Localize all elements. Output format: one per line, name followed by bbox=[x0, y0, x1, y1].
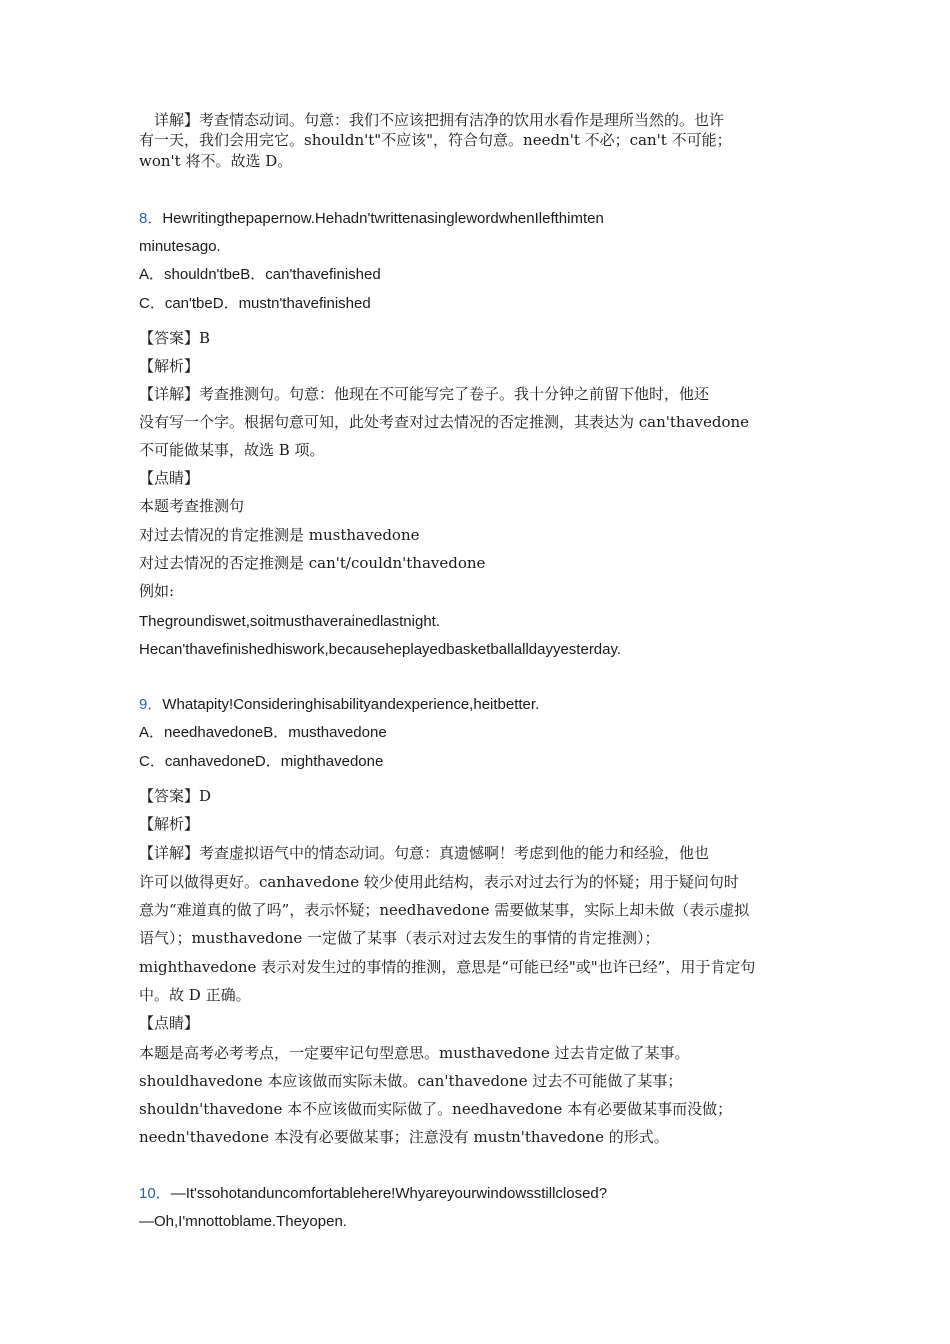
q8-answer: 【答案】B bbox=[139, 329, 211, 347]
q9-tip-line-1: 本题是高考必考考点，一定要牢记句型意思。musthavedone 过去肯定做了某事。 bbox=[139, 1044, 690, 1062]
q9-tip-label: 【点睛】 bbox=[139, 1014, 200, 1032]
q10-stem-line-1 bbox=[139, 1184, 607, 1204]
q9-detail-line-5: mighthavedone 表示对发生过的事情的推测，意思是“可能已经"或"也许已经”，用于肯定句 bbox=[139, 958, 756, 976]
q9-options-line-2: C．canhavedoneD．mighthavedone bbox=[139, 753, 384, 770]
q8-number: 8． bbox=[139, 210, 163, 227]
q8-tip-line-3: 对过去情况的否定推测是 can't/couldn'thavedone bbox=[139, 554, 486, 572]
q9-detail-line-6: 中。故 D 正确。 bbox=[139, 986, 251, 1004]
q8-options-line-1: A．shouldn'tbeB．can'thavefinished bbox=[139, 266, 381, 283]
q9-tip-line-2: shouldhavedone 本应该做而实际未做。can'thavedone 过去不可能做了某事； bbox=[139, 1072, 683, 1090]
q9-detail-line-4: 语气）；musthavedone 一定做了某事（表示对过去发生的事情的肯定推测）； bbox=[139, 929, 660, 947]
q10-stem-line-2: —Oh,I'mnottoblame.Theyopen. bbox=[139, 1213, 347, 1230]
q8-stem-line-1 bbox=[139, 209, 604, 229]
q8-detail-line-3: 不可能做某事，故选 B 项。 bbox=[139, 441, 325, 459]
q9-stem-line-1 bbox=[139, 695, 539, 715]
q9-tip-line-4: needn'thavedone 本没有必要做某事；注意没有 mustn'thavedone 的形式。 bbox=[139, 1128, 669, 1146]
q10-stem-text: —It'ssohotanduncomfortablehere!Whyareyourwindowsstillclosed? bbox=[170, 1185, 608, 1202]
intro-explanation-line-2: 有一天，我们会用完它。shouldn't"不应该"，符合句意。needn't 不必；can't 不可能； bbox=[139, 131, 732, 149]
q8-tip-line-2: 对过去情况的肯定推测是 musthavedone bbox=[139, 526, 420, 544]
q9-detail-line-1: 【详解】考查虚拟语气中的情态动词。句意：真遗憾啊！考虑到他的能力和经验，他也 bbox=[139, 844, 710, 862]
q8-tip-line-4: 例如: bbox=[139, 582, 175, 600]
q9-number: 9． bbox=[139, 696, 163, 713]
q9-detail-line-3: 意为“难道真的做了吗”，表示怀疑；needhavedone 需要做某事，实际上却未做（表示虚拟 bbox=[139, 901, 750, 919]
q8-tip-line-1: 本题考查推测句 bbox=[139, 497, 245, 515]
intro-explanation-line-1: 详解】考查情态动词。句意：我们不应该把拥有洁净的饮用水看作是理所当然的。也许 bbox=[139, 111, 725, 129]
q8-detail-line-2: 没有写一个字。根据句意可知，此处考查对过去情况的否定推测，其表达为 can'thavedone bbox=[139, 413, 750, 431]
intro-explanation-line-3: won't 将不。故选 D。 bbox=[139, 152, 293, 170]
q8-analysis-label: 【解析】 bbox=[139, 357, 200, 375]
q8-detail-line-1: 【详解】考查推测句。句意：他现在不可能写完了卷子。我十分钟之前留下他时，他还 bbox=[139, 385, 710, 403]
q9-tip-line-3: shouldn'thavedone 本不应该做而实际做了。needhavedone 本有必要做某事而没做； bbox=[139, 1100, 733, 1118]
q9-answer: 【答案】D bbox=[139, 787, 212, 805]
q9-options-line-1: A．needhavedoneB．musthavedone bbox=[139, 724, 387, 741]
q9-detail-line-2: 许可以做得更好。canhavedone 较少使用此结构，表示对过去行为的怀疑；用于疑问句时 bbox=[139, 873, 739, 891]
q8-example-1: Thegroundiswet,soitmusthaverainedlastnight. bbox=[139, 613, 441, 630]
q8-options-line-2: C．can'tbeD．mustn'thavefinished bbox=[139, 295, 371, 312]
q9-analysis-label: 【解析】 bbox=[139, 815, 200, 833]
q8-stem-line-2: minutesago. bbox=[139, 238, 221, 255]
q10-number: 10． bbox=[139, 1185, 171, 1202]
q8-example-2: Hecan'thavefinishedhiswork,becauseheplayedbasketballalldayyesterday. bbox=[139, 641, 622, 658]
q9-stem-text: Whatapity!Consideringhisabilityandexperience,heitbetter. bbox=[162, 696, 540, 713]
q8-tip-label: 【点睛】 bbox=[139, 469, 200, 487]
q8-stem-text: Hewritingthepapernow.Hehadn'twrittenasinglewordwhenIlefthimten bbox=[162, 210, 604, 227]
